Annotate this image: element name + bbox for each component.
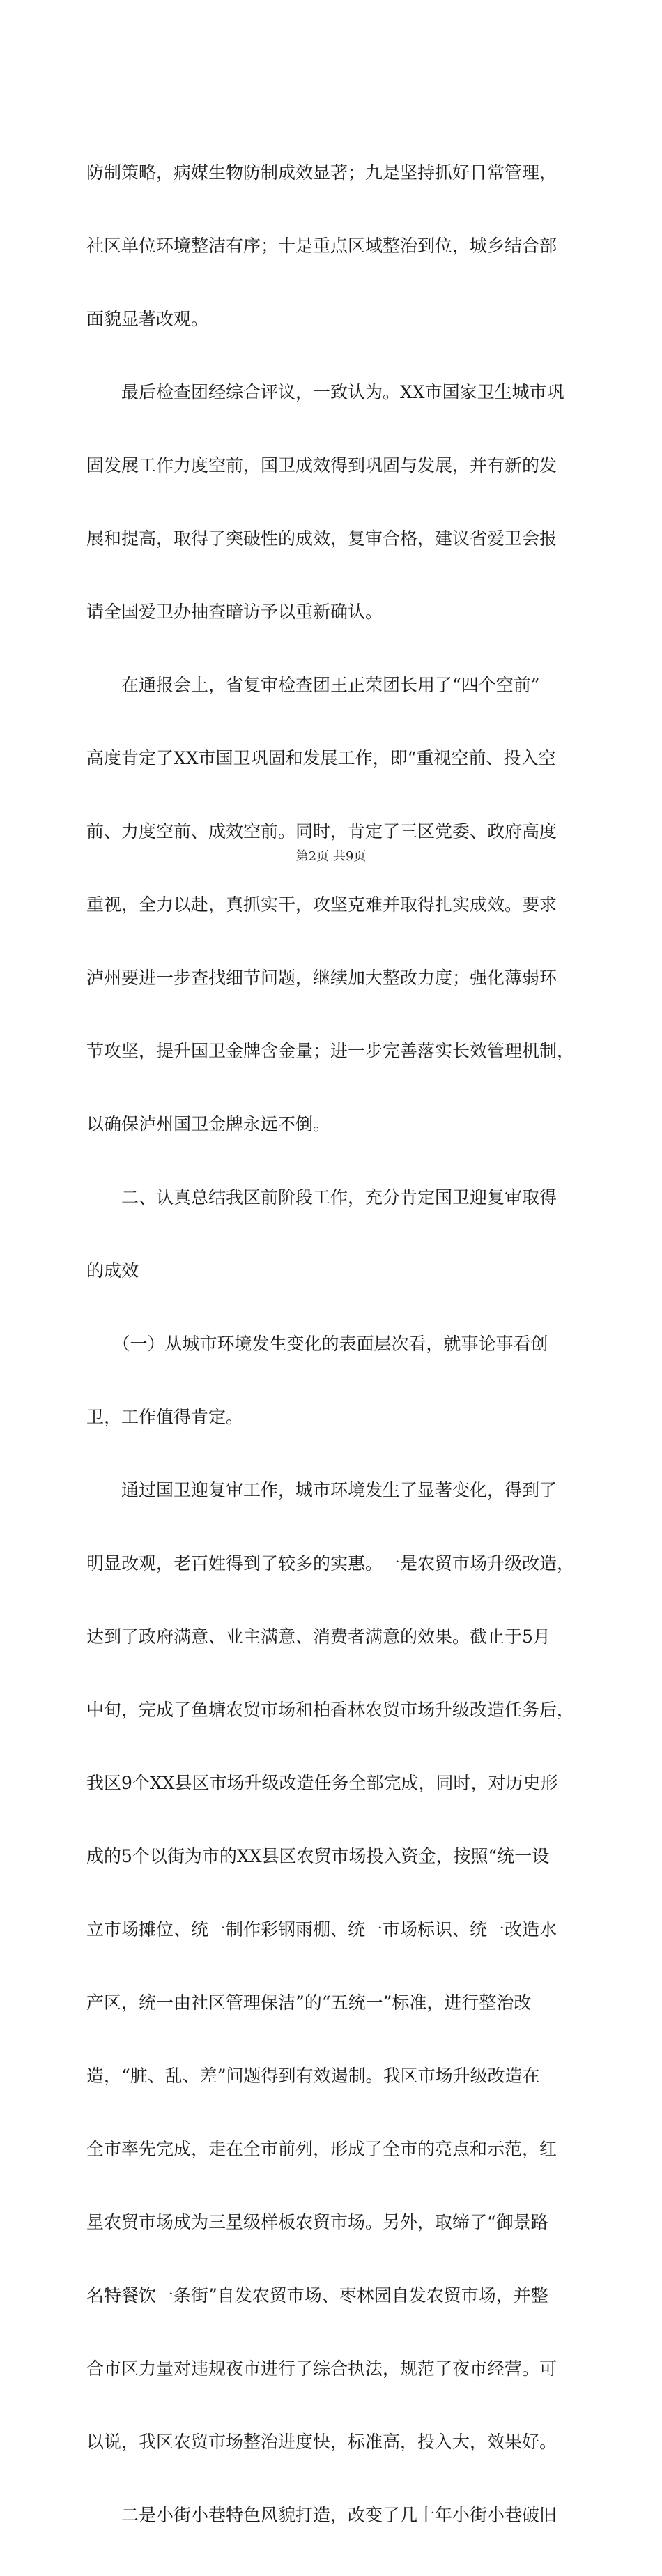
text-line: 节攻坚，提升国卫金牌含金量；进一步完善落实长效管理机制， [86, 1041, 575, 1061]
text-line: 二是小街小巷特色风貌打造，改变了几十年小街小巷破旧 [86, 2505, 557, 2525]
text-line: 社区单位环境整洁有序；十是重点区域整治到位，城乡结合部 [86, 236, 557, 256]
section-heading-line: 二、认真总结我区前阶段工作，充分肯定国卫迎复审取得 [86, 1187, 557, 1207]
text-line: 展和提高，取得了突破性的成效，复审合格，建议省爱卫会报 [86, 528, 557, 549]
document-body [86, 112, 583, 2576]
text-line: 达到了政府满意、业主满意、消费者满意的效果。截止于5月 [86, 1626, 551, 1647]
text-line: 在通报会上，省复审检查团王正荣团长用了“四个空前” [86, 675, 540, 695]
text-line: 最后检查团经综合评议，一致认为。XX市国家卫生城市巩 [86, 382, 564, 402]
text-line: 成的5个以街为市的XX县区农贸市场投入资金，按照“统一设 [86, 1846, 550, 1866]
text-line: 立市场摊位、统一制作彩钢雨棚、统一市场标识、统一改造水 [86, 1919, 557, 1939]
text-line: 合市区力量对违规夜市进行了综合执法，规范了夜市经营。可 [86, 2358, 557, 2379]
subsection-heading-line: （一）从城市环境发生变化的表面层次看，就事论事看创 [86, 1334, 548, 1354]
text-line: 我区9个XX县区市场升级改造任务全部完成，同时，对历史形 [86, 1773, 558, 1793]
section-heading-line: 的成效 [86, 1260, 139, 1281]
text-line: 泸州要进一步查找细节问题，继续加大整改力度；强化薄弱环 [86, 968, 557, 988]
text-line: 名特餐饮一条街”自发农贸市场、枣林园自发农贸市场，并整 [86, 2285, 548, 2306]
text-line: 造，“脏、乱、差”问题得到有效遏制。我区市场升级改造在 [86, 2066, 540, 2086]
text-line: 产区，统一由社区管理保洁”的“五统一”标准，进行整治改 [86, 1992, 532, 2013]
text-line: 高度肯定了XX市国卫巩固和发展工作，即“重视空前、投入空 [86, 748, 556, 768]
text-line: 星农贸市场成为三星级样板农贸市场。另外，取缔了“御景路 [86, 2212, 548, 2232]
text-line: 明显改观，老百姓得到了较多的实惠。一是农贸市场升级改造， [86, 1553, 575, 1573]
text-line: 面貌显著改观。 [86, 309, 209, 329]
text-line: 通过国卫迎复审工作，城市环境发生了显著变化，得到了 [86, 1480, 557, 1500]
text-line: 固发展工作力度空前，国卫成效得到巩固与发展，并有新的发 [86, 455, 557, 475]
text-line: 请全国爱卫办抽查暗访予以重新确认。 [86, 602, 383, 622]
text-line: 前、力度空前、成效空前。同时，肯定了三区党委、政府高度 [86, 821, 557, 841]
text-line: 以说，我区农贸市场整治进度快，标准高，投入大，效果好。 [86, 2432, 557, 2452]
text-line: 重视，全力以赴，真抓实干，攻坚克难并取得扎实成效。要求 [86, 894, 557, 915]
page-number-footer: 第2页 共9页 [295, 849, 367, 864]
text-line: 中旬，完成了鱼塘农贸市场和柏香林农贸市场升级改造任务后， [86, 1700, 575, 1720]
text-line: 以确保泸州国卫金牌永远不倒。 [86, 1114, 331, 1134]
body-text [86, 112, 583, 2576]
text-line: 全市率先完成，走在全市前列，形成了全市的亮点和示范，红 [86, 2139, 557, 2159]
subsection-heading-line: 卫，工作值得肯定。 [86, 1407, 244, 1427]
text-line: 防制策略，病媒生物防制成效显著；九是坚持抓好日常管理， [86, 162, 557, 183]
